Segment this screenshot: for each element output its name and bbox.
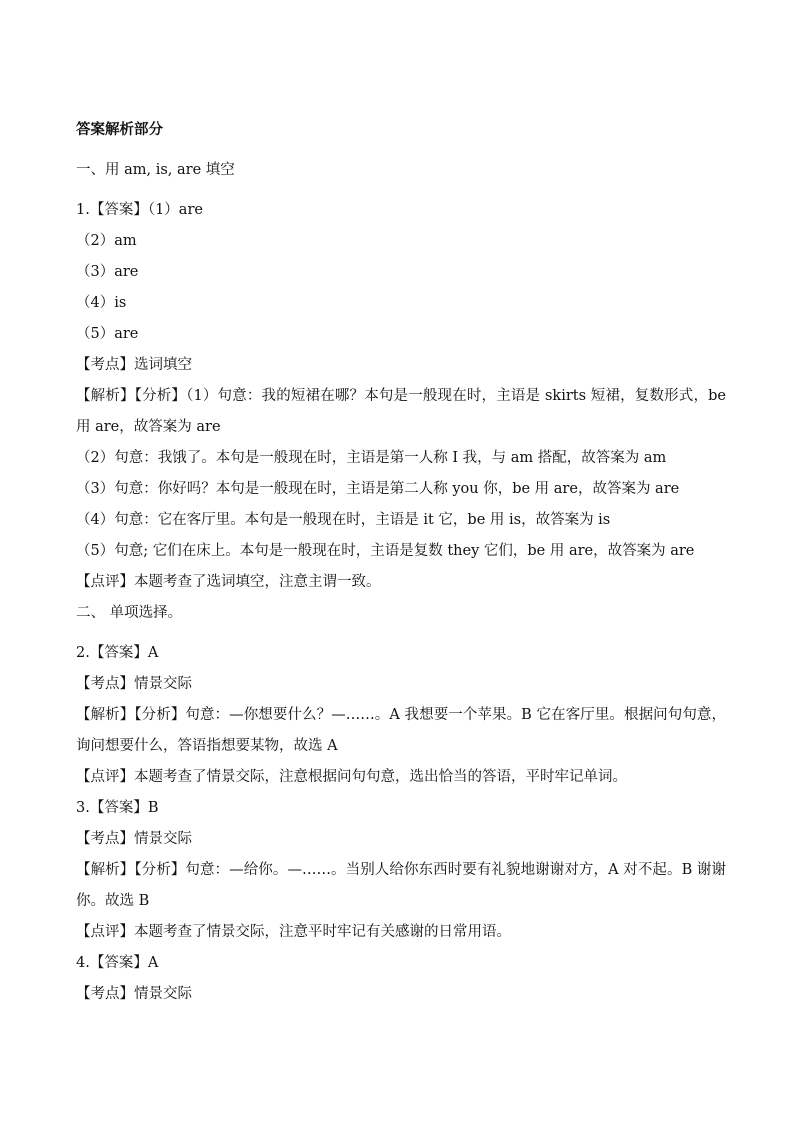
answer-line: 2.【答案】A [76, 645, 159, 661]
answer-line: 1.【答案】（1）are [76, 202, 203, 218]
comment-line: 【点评】本题考查了情景交际，注意平时牢记有关感谢的日常用语。 [76, 924, 511, 940]
analysis-paragraph: 【解析】【分析】（1）句意：我的短裙在哪？本句是一般现在时，主语是 skirts 短裙，复数形式，be 用 are，故答案为 are [76, 388, 726, 435]
analysis-line: （5）句意; 它们在床上。本句是一般现在时，主语是复数 they 它们，be 用 are，故答案为 are [76, 543, 695, 559]
comment-line: 【点评】本题考查了选词填空，注意主谓一致。 [76, 574, 381, 590]
analysis-paragraph: 【解析】【分析】句意：—你想要什么？—……。A 我想要一个苹果。B 它在客厅里。根据问句句意，询问想要什么，答语指想要某物，故选 A [76, 707, 726, 754]
knowledge-point: 【考点】情景交际 [76, 986, 192, 1002]
answer-line: （5）are [76, 326, 139, 342]
section-heading-fill-blanks: 一、用 am, is, are 填空 [76, 162, 235, 178]
section-heading-multiple-choice: 二、 单项选择。 [76, 605, 183, 621]
answer-line: 3.【答案】B [76, 800, 159, 816]
knowledge-point: 【考点】情景交际 [76, 831, 192, 847]
knowledge-point: 【考点】选词填空 [76, 357, 192, 373]
answer-line: 4.【答案】A [76, 955, 159, 971]
page-title: 答案解析部分 [76, 121, 163, 138]
answer-line: （4）is [76, 295, 127, 311]
analysis-line: （2）句意：我饿了。本句是一般现在时，主语是第一人称 I 我，与 am 搭配，故答案为 am [76, 450, 667, 466]
analysis-line: （4）句意：它在客厅里。本句是一般现在时，主语是 it 它，be 用 is，故答案为 is [76, 512, 611, 528]
analysis-line: （3）句意：你好吗？本句是一般现在时，主语是第二人称 you 你，be 用 are，故答案为 are [76, 481, 680, 497]
knowledge-point: 【考点】情景交际 [76, 676, 192, 692]
analysis-paragraph: 【解析】【分析】句意：—给你。—……。当别人给你东西时要有礼貌地谢谢对方，A 对不起。B 谢谢你。故选 B [76, 862, 726, 909]
comment-line: 【点评】本题考查了情景交际，注意根据问句句意，选出恰当的答语，平时牢记单词。 [76, 769, 627, 785]
answer-line: （3）are [76, 264, 139, 280]
answer-line: （2）am [76, 233, 137, 249]
